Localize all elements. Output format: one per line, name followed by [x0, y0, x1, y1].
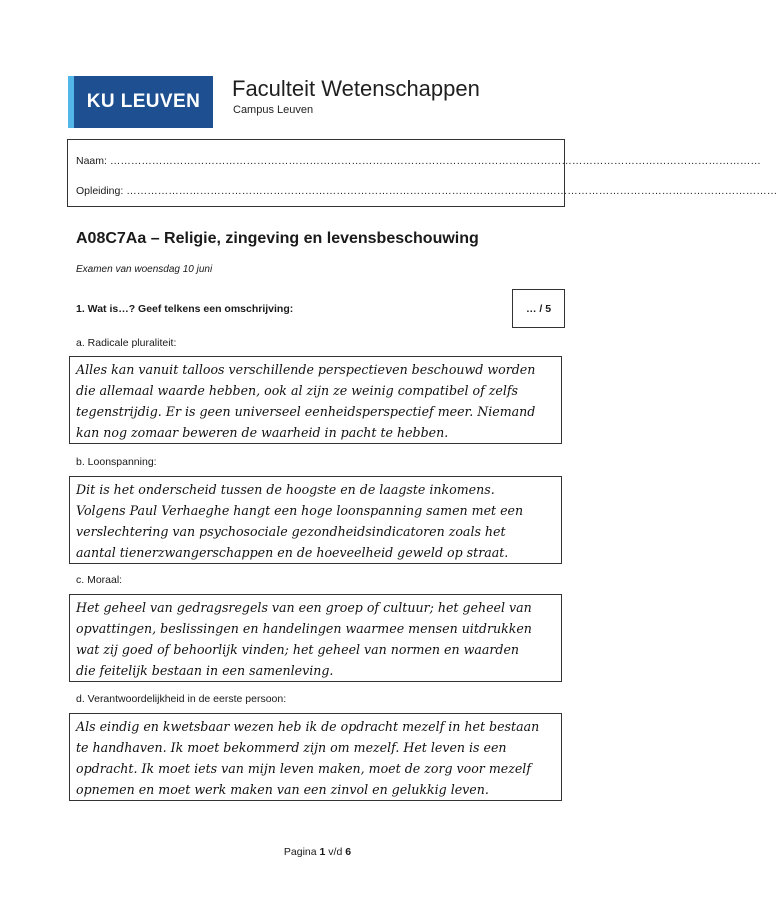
exam-date: Examen van woensdag 10 juni	[76, 264, 213, 275]
campus-name: Campus Leuven	[233, 104, 314, 116]
logo-text: KU LEUVEN	[86, 91, 201, 112]
answer-line: opvattingen, beslissingen en handelingen waarmee mensen uitdrukken	[76, 621, 532, 636]
page-footer	[0, 846, 635, 858]
faculty-title: Faculteit Wetenschappen	[232, 76, 480, 101]
answer-line: opdracht. Ik moet iets van mijn leven maken, moet de zorg voor mezelf	[76, 761, 531, 776]
answer-line: die allemaal waarde hebben, ook al zijn ze weinig compatibel of zelfs	[76, 383, 518, 398]
footer-middle: v/d	[325, 846, 346, 858]
program-field[interactable]	[76, 185, 777, 197]
answer-b-label: b. Loonspanning:	[76, 456, 157, 468]
answer-line: opnemen en moet werk maken van een zinvol en gelukkig leven.	[76, 782, 489, 797]
answer-c-label: c. Moraal:	[76, 574, 123, 586]
name-dots: ……………………………………………………………………………………………………………………………………………………………………	[109, 155, 761, 167]
footer-current-page: 1	[319, 846, 326, 858]
answer-c-box[interactable]	[69, 594, 562, 682]
answer-line: Als eindig en kwetsbaar wezen heb ik de opdracht mezelf in het bestaan	[76, 719, 540, 734]
answer-line: Volgens Paul Verhaeghe hangt een hoge loonspanning samen met een	[76, 503, 524, 518]
answer-line: Alles kan vanuit talloos verschillende perspectieven beschouwd worden	[76, 362, 536, 377]
answer-d-box[interactable]	[69, 713, 562, 801]
course-title: A08C7Aa – Religie, zingeving en levensbeschouwing	[76, 230, 479, 247]
answer-line: Dit is het onderscheid tussen de hoogste en de laagste inkomens.	[76, 482, 495, 497]
answer-line: aantal tienerzwangerschappen en de hoeveelheid geweld op straat.	[76, 545, 509, 560]
footer-total-pages: 6	[345, 846, 352, 858]
student-info-box	[67, 139, 777, 207]
answer-line: kan nog zomaar beweren de waarheid in pacht te hebben.	[76, 425, 449, 440]
score-text: … / 5	[525, 302, 552, 315]
program-dots: ……………………………………………………………………………………………………………………………………………………………………	[126, 185, 777, 197]
question-text: 1. Wat is…? Geef telkens een omschrijving:	[76, 303, 294, 315]
name-field[interactable]	[76, 155, 761, 167]
answer-line: verslechtering van psychosociale gezondheidsindicatoren zoals het	[76, 524, 506, 539]
answer-line: Het geheel van gedragsregels van een groep of cultuur; het geheel van	[76, 600, 532, 615]
ku-leuven-logo	[68, 76, 213, 128]
answer-d-label: d. Verantwoordelijkheid in de eerste persoon:	[76, 693, 287, 705]
score-box	[512, 289, 565, 328]
answer-line: wat zij goed of behoorlijk vinden; het geheel van normen en waarden	[76, 642, 520, 657]
name-label: Naam:	[76, 155, 110, 167]
answer-line: tegenstrijdig. Er is geen universeel eenheidsperspectief meer. Niemand	[76, 404, 536, 419]
answer-line: die feitelijk bestaan in een samenleving.	[76, 663, 334, 678]
answer-b-box[interactable]	[69, 476, 562, 564]
logo-stripe	[68, 76, 74, 128]
program-label: Opleiding:	[76, 185, 127, 197]
answer-line: te handhaven. Ik moet bekommerd zijn om mezelf. Het leven is een	[76, 740, 507, 755]
footer-prefix: Pagina	[283, 846, 320, 858]
answer-a-label: a. Radicale pluraliteit:	[76, 337, 177, 349]
answer-a-box[interactable]	[69, 356, 562, 444]
